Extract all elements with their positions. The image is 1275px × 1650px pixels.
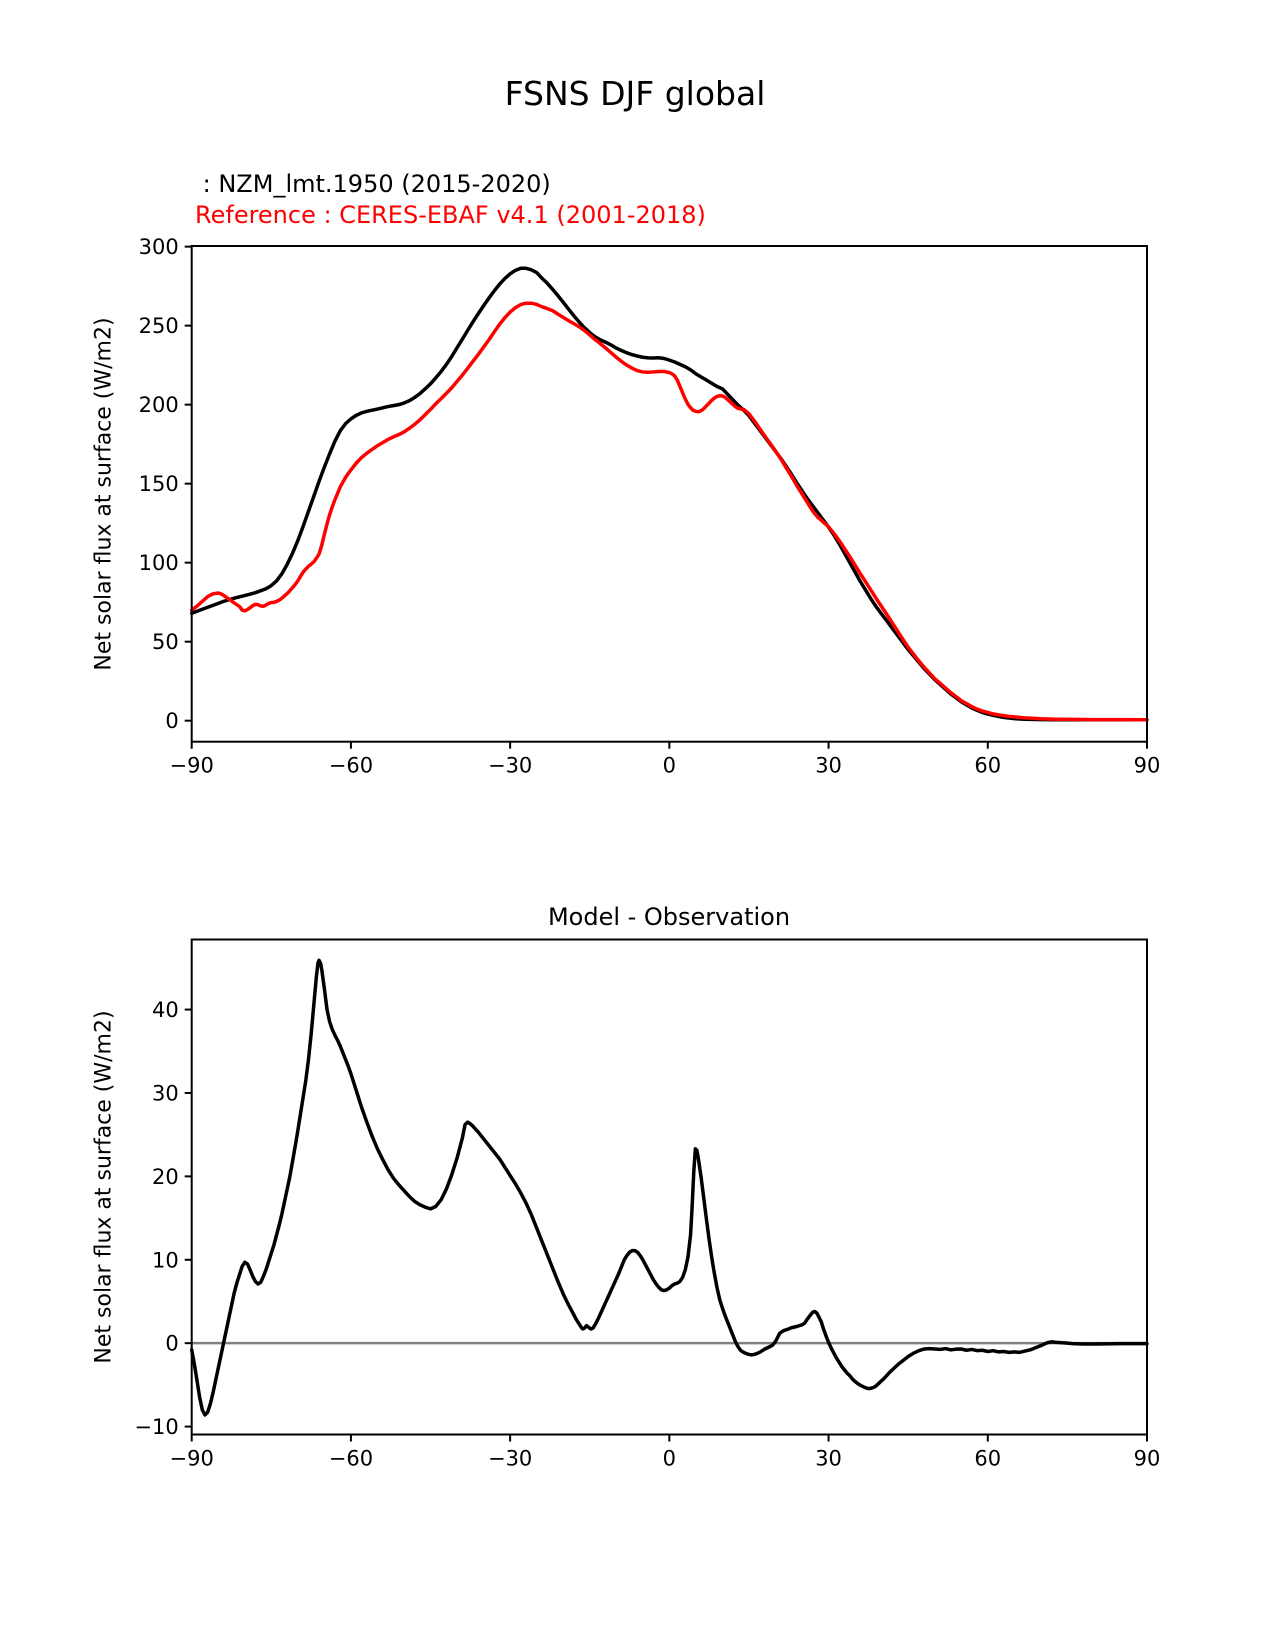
y-tick-label: −10 — [134, 1415, 179, 1440]
x-tick-label: −90 — [169, 753, 214, 778]
y-tick-label: 0 — [165, 1331, 179, 1356]
legend-model-label: : NZM_lmt.1950 (2015-2020) — [195, 170, 551, 198]
bottom-chart-ylabel: Net solar flux at surface (W/m2) — [91, 1010, 117, 1364]
x-tick-label: −60 — [328, 753, 374, 778]
axes-box — [192, 246, 1147, 742]
x-tick-label: 30 — [815, 1446, 842, 1471]
series-line-1 — [192, 303, 1147, 720]
y-tick-label: 20 — [151, 1164, 179, 1189]
y-tick-label: 0 — [165, 709, 179, 734]
y-tick-label: 100 — [138, 551, 179, 576]
x-tick-label: −60 — [328, 1446, 374, 1471]
y-tick-label: 200 — [138, 393, 179, 418]
y-tick-label: 10 — [151, 1248, 179, 1273]
x-tick-label: −30 — [487, 753, 533, 778]
bottom-chart-title: Model - Observation — [547, 903, 791, 931]
axes-box — [192, 940, 1147, 1435]
x-tick-label: 90 — [1133, 1446, 1161, 1471]
x-tick-label: 0 — [662, 1446, 677, 1471]
x-tick-label: −30 — [487, 1446, 533, 1471]
y-tick-label: 40 — [151, 998, 179, 1023]
y-tick-label: 50 — [151, 630, 179, 655]
y-tick-label: 30 — [151, 1081, 179, 1106]
y-tick-label: 150 — [138, 472, 179, 497]
series-line-0 — [192, 268, 1147, 719]
y-tick-label: 250 — [138, 314, 179, 339]
series-line-0 — [192, 960, 1147, 1415]
x-tick-label: 0 — [662, 753, 677, 778]
x-tick-label: 30 — [815, 753, 842, 778]
x-tick-label: 90 — [1133, 753, 1161, 778]
bottom-chart — [0, 900, 1275, 1510]
top-chart-ylabel: Net solar flux at surface (W/m2) — [91, 317, 117, 671]
x-tick-label: 60 — [974, 753, 1002, 778]
legend-reference-label: Reference : CERES-EBAF v4.1 (2001-2018) — [195, 201, 706, 229]
x-tick-label: −90 — [169, 1446, 214, 1471]
figure-title: FSNS DJF global — [504, 74, 766, 113]
x-tick-label: 60 — [974, 1446, 1002, 1471]
y-tick-label: 300 — [138, 235, 179, 260]
